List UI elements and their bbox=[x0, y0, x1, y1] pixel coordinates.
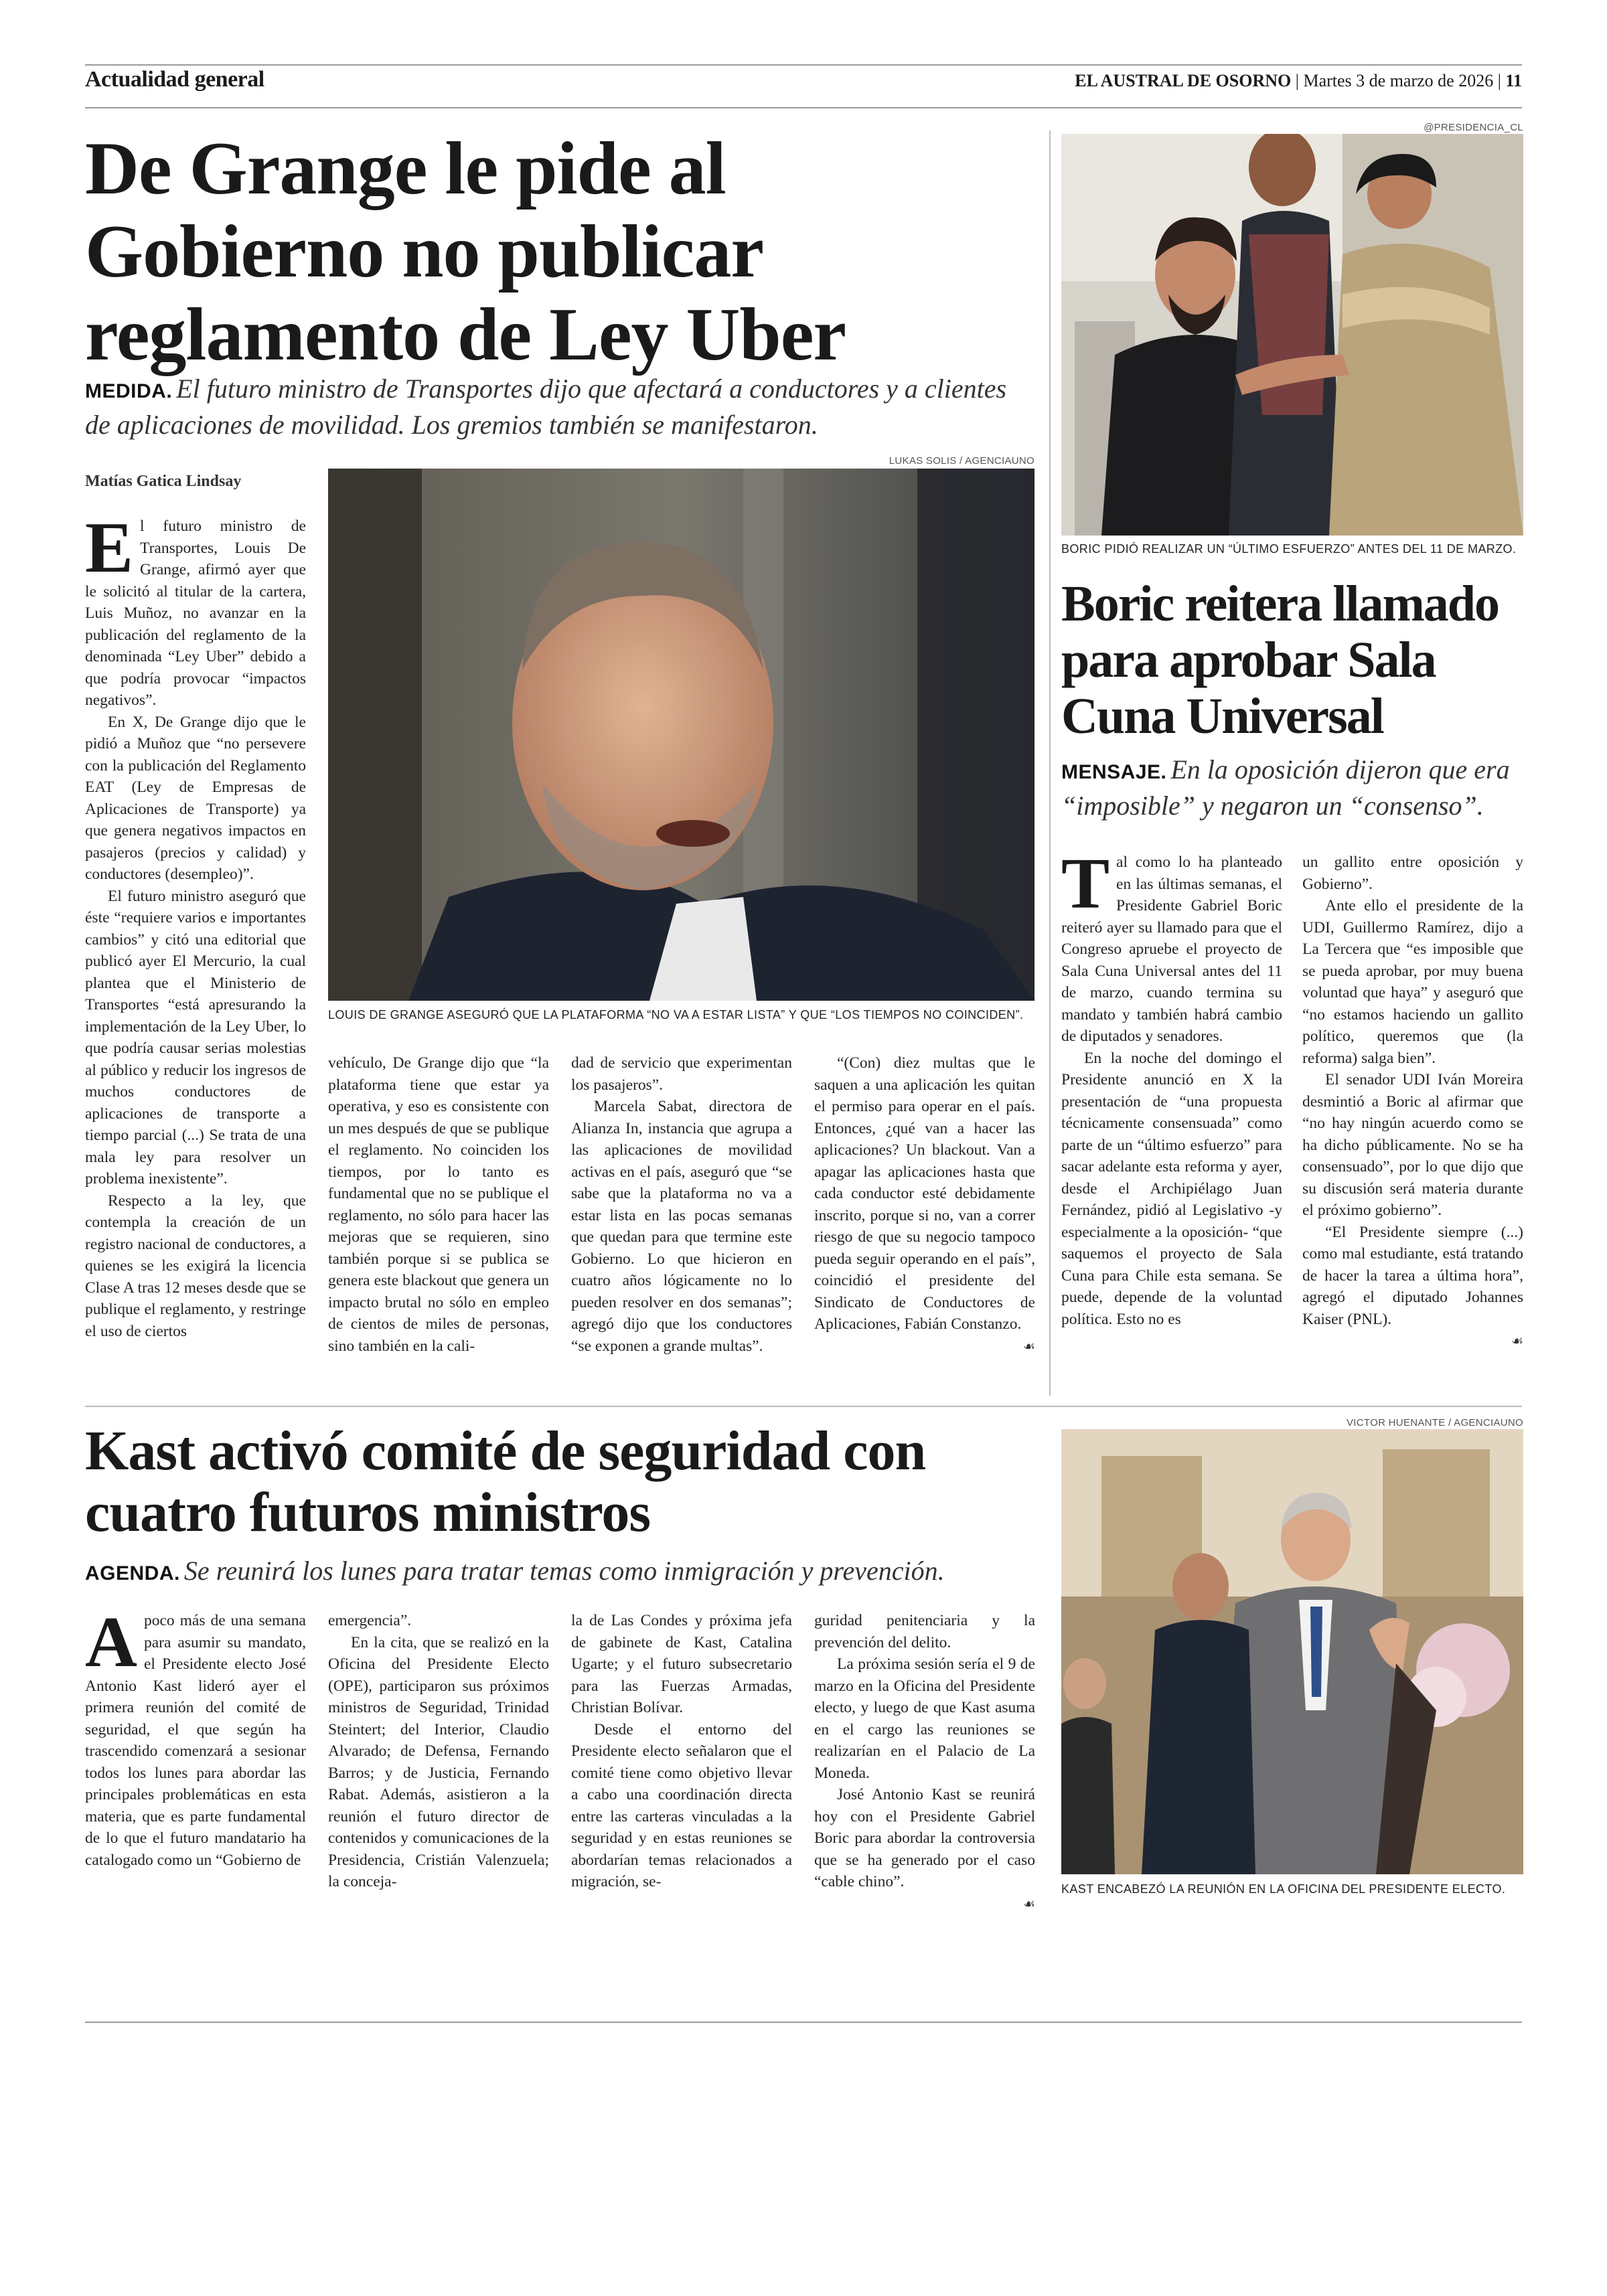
article2-col1-p1: al como lo ha planteado en las últimas semanas, el Presidente Gabriel Boric reiteró ayer su llamado para que el Congreso apruebe el proyecto de Sala Cuna Universal antes del 11 de marzo, cuando termina su mandato y también habrá cambio de diputados y senadores. bbox=[1061, 853, 1282, 1045]
article3-col2-p1: emergencia”. bbox=[328, 1612, 412, 1629]
article3-column-1 bbox=[85, 1603, 306, 1871]
article2-column-1 bbox=[1061, 844, 1282, 1330]
article3-drop-cap: A bbox=[85, 1603, 137, 1682]
article1-title: De Grange le pide al Gobierno no publicar reglamento de Ley Uber bbox=[85, 127, 846, 376]
section-divider bbox=[85, 1406, 1522, 1407]
article1-col4-p1: “(Con) diez multas que le saquen a una aplicación les quitan el permiso para operar en el país. Entonces, ¿qué van a hacer las aplicaciones? Un blackout. Van a apagar las aplicaciones hasta que cada conductor esté debidamente inscrito, porque si no, van a correr riesgo de que su negocio tampoco pueda seguir operando en el país”, coincidió el presidente del Sindicato de Conductores de Aplicaciones, Fabián Constanzo. bbox=[814, 1054, 1035, 1333]
article1-photo-credit: LUKAS SOLIS / AGENCIAUNO bbox=[889, 455, 1035, 467]
article1-lead-text: El futuro ministro de Transportes dijo que afectará a conductores y a clientes de aplicaciones de movilidad. Los gremios también se manifestaron. bbox=[85, 374, 1007, 440]
article1-photo bbox=[328, 469, 1035, 1001]
issue-date: Martes 3 de marzo de 2026 bbox=[1303, 71, 1494, 90]
article2-photo-credit: @PRESIDENCIA_CL bbox=[1424, 122, 1523, 133]
article2-lead-text: En la oposición dijeron que era “imposible” y negaron un “consenso”. bbox=[1061, 754, 1510, 821]
article2-title: Boric reitera llamado para aprobar Sala Cuna Universal bbox=[1061, 576, 1499, 744]
article2-col2-p4: “El Presidente siempre (...) como mal estudiante, está tratando de hacer la tarea a última hora”, agregó el diputado Johannes Kaiser (PNL). bbox=[1302, 1223, 1523, 1328]
article1-column-1 bbox=[85, 508, 306, 1342]
article3-col3-p2: Desde el entorno del Presidente electo señalaron que el comité tiene como objetivo llevar a cabo una coordinación directa entre las carteras vinculadas a la seguridad y en estas reuniones se abordarían temas relacionados a migración, se- bbox=[571, 1720, 792, 1890]
article1-col1-p1: l futuro ministro de Transportes, Louis De Grange, afirmó ayer que le solicitó al titular de la cartera, Luis Muñoz, no avanzar en la publicación del reglamento de la denominada “Ley Uber” debido a que podría provocar “impactos negativos”. bbox=[85, 517, 306, 709]
article3-col4-p3: José Antonio Kast se reunirá hoy con el Presidente Gabriel Boric para abordar la controversia que se ha generado por el caso “cable chino”. bbox=[814, 1786, 1035, 1890]
article3-lead-text: Se reunirá los lunes para tratar temas como inmigración y prevención. bbox=[183, 1556, 945, 1586]
article1-kicker: MEDIDA. bbox=[85, 380, 173, 402]
article2-kicker: MENSAJE. bbox=[1061, 761, 1167, 783]
article2-caption: BORIC PIDIÓ REALIZAR UN “ÚLTIMO ESFUERZO” ANTES DEL 11 DE MARZO. bbox=[1061, 542, 1517, 556]
article1-col3-p2: Marcela Sabat, directora de Alianza In, instancia que agrupa a las aplicaciones de movilidad activas en el país, aseguró que “se sabe que la plataforma no va a estar lista en las pocas semanas que quedan para que termine este Gobierno. Lo que hicieron en cuatro años lógicamente no lo pueden resolver en dos semanas”; agregó dijo que los conductores “se exponen a grande multas”. bbox=[571, 1098, 792, 1355]
article2-drop-cap: T bbox=[1061, 844, 1110, 924]
article1-caption: LOUIS DE GRANGE ASEGURÓ QUE LA PLATAFORMA “NO VA A ESTAR LISTA” Y QUE “LOS TIEMPOS NO COINCIDEN”. bbox=[328, 1008, 1024, 1021]
article3-title: Kast activó comité de seguridad con cuatro futuros ministros bbox=[85, 1420, 926, 1544]
article1-byline: Matías Gatica Lindsay bbox=[85, 473, 242, 490]
article1-col1-p2: En X, De Grange dijo que le pidió a Muñoz que “no persevere con la publicación del Reglamento EAT (Ley de Empresas de Aplicaciones de Transporte) ya que genera negativos impactos en pasajeros (precios y calidad) y conductores (desempleo)”. bbox=[85, 713, 306, 883]
article3-lead bbox=[85, 1554, 1036, 1590]
article3-caption: KAST ENCABEZÓ LA REUNIÓN EN LA OFICINA DEL PRESIDENTE ELECTO. bbox=[1061, 1882, 1506, 1896]
section-label: Actualidad general bbox=[85, 67, 264, 92]
article1-lead bbox=[85, 372, 1009, 442]
footer-rule bbox=[85, 2022, 1522, 2023]
article3-end-mark: ☙ bbox=[1023, 1895, 1035, 1912]
article3-col2-p2: En la cita, que se realizó en la Oficina del Presidente Electo (OPE), participaron sus próximos ministros de Seguridad, Trinidad Steintert; del Interior, Claudio Alvarado; de Defensa, Fernando Barros; y de Justicia, Fernando Rabat. Además, asistieron a la reunión el futuro director de contenidos y comunicaciones de la Presidencia, Cristián Valenzuela; la conceja- bbox=[328, 1633, 549, 1890]
article2-col2-p1: un gallito entre oposición y Gobierno”. bbox=[1302, 853, 1523, 893]
article3-kicker: AGENDA. bbox=[85, 1562, 180, 1584]
header-bottom-rule bbox=[85, 107, 1522, 108]
article3-col4-p2: La próxima sesión sería el 9 de marzo en la Oficina del Presidente electo, y luego de que Kast asuma en el cargo las reuniones se realizarían en el Palacio de La Moneda. bbox=[814, 1655, 1035, 1782]
article1-col2-p1: vehículo, De Grange dijo que “la plataforma tiene que estar ya operativa, y eso es consistente con un mes después de que se publique el reglamento. No coinciden los tiempos, por lo tanto es fundamental que no se publique el reglamento, no sólo para hacer las mejoras que se requieren, sino también porque si se publica se genera este blackout que genera un impacto brutal no sólo en empleo de cientos de miles de personas, sino también en la cali- bbox=[328, 1054, 549, 1355]
article3-col3-p1: la de Las Condes y próxima jefa de gabinete de Kast, Catalina Ugarte; y el futuro subsecretario para las Fuerzas Armadas, Christian Bolívar. bbox=[571, 1612, 792, 1716]
article3-column-3 bbox=[571, 1610, 792, 1893]
article1-column-2 bbox=[328, 1052, 549, 1357]
header-top-rule bbox=[85, 64, 1522, 66]
article3-col4-p1: guridad penitenciaria y la prevención del delito. bbox=[814, 1612, 1035, 1651]
article3-photo-credit: VICTOR HUENANTE / AGENCIAUNO bbox=[1347, 1417, 1523, 1428]
article1-drop-cap: E bbox=[85, 508, 134, 588]
article2-col1-p2: En la noche del domingo el Presidente anunció en X la presentación de “una propuesta técnicamente consensuada” como parte de un “último esfuerzo” para sacar adelante esta reforma y ayer, desde el Archipiélago Juan Fernández, pidió al Legislativo -y especialmente a la oposición- “que saquemos el proyecto de Sala Cuna para Chile esta semana. Se puede, depende de la voluntad política. Esto no es bbox=[1061, 1049, 1282, 1328]
article1-col1-p4: Respecto a la ley, que contempla la creación de un registro nacional de conductores, a quienes se les exigirá la licencia Clase A tras 12 meses desde que se publique el reglamento, y restringe el uso de ciertos bbox=[85, 1192, 306, 1340]
article1-end-mark: ☙ bbox=[1023, 1337, 1035, 1354]
boric-vaccination-scene bbox=[1061, 134, 1523, 536]
article3-column-2 bbox=[328, 1610, 549, 1893]
publication-name: EL AUSTRAL DE OSORNO bbox=[1075, 71, 1292, 90]
page-number: 11 bbox=[1505, 71, 1522, 90]
article3-photo bbox=[1061, 1429, 1523, 1874]
article1-column-4 bbox=[814, 1052, 1035, 1357]
column-divider bbox=[1049, 131, 1051, 1396]
article1-col3-p1: dad de servicio que experimentan los pasajeros”. bbox=[571, 1054, 792, 1094]
article2-lead bbox=[1061, 753, 1523, 823]
article2-column-2 bbox=[1302, 851, 1523, 1352]
page-header-info: EL AUSTRAL DE OSORNO | Martes 3 de marzo de 2026 | 11 bbox=[1075, 71, 1522, 90]
article2-photo bbox=[1061, 134, 1523, 536]
article2-col2-p3: El senador UDI Iván Moreira desmintió a Boric al afirmar que “no hay ningún acuerdo como se ha dicho públicamente. No se ha consensuado”, por lo que dijo que su discusión será materia durante el próximo gobierno”. bbox=[1302, 1071, 1523, 1219]
de-grange-portrait bbox=[328, 469, 1035, 1001]
kast-meeting-scene bbox=[1061, 1429, 1523, 1874]
article3-column-4 bbox=[814, 1610, 1035, 1914]
article2-end-mark: ☙ bbox=[1511, 1333, 1523, 1349]
article3-col1-p1: poco más de una semana para asumir su mandato, el Presidente electo José Antonio Kast lideró ayer el primera reunión del comité de seguridad, el que según ha trascendido comenzará a sesionar todos los lunes para abordar las principales problemáticas en esta materia, que es parte fundamental de lo que el futuro mandatario ha catalogado como un “Gobierno de bbox=[85, 1612, 306, 1869]
article1-col1-p3: El futuro ministro aseguró que éste “requiere varios e importantes cambios” y citó una editorial que publicó ayer El Mercurio, la cual plantea que el Ministerio de Transportes “está apresurando la implementación de la Ley Uber, lo que podría causar serias molestias al público y reducir los ingresos de muchos conductores de aplicaciones de transporte a tiempo parcial (...) Se trata de una mala ley para resolver un problema inexistente”. bbox=[85, 887, 306, 1187]
article1-column-3 bbox=[571, 1052, 792, 1357]
article2-col2-p2: Ante ello el presidente de la UDI, Guillermo Ramírez, dijo a La Tercera que “es imposible que se pueda aprobar, por muy buena voluntad que haya” y aseguró que “no estamos haciendo un gallito político, queremos que (la reforma) salga bien”. bbox=[1302, 897, 1523, 1067]
